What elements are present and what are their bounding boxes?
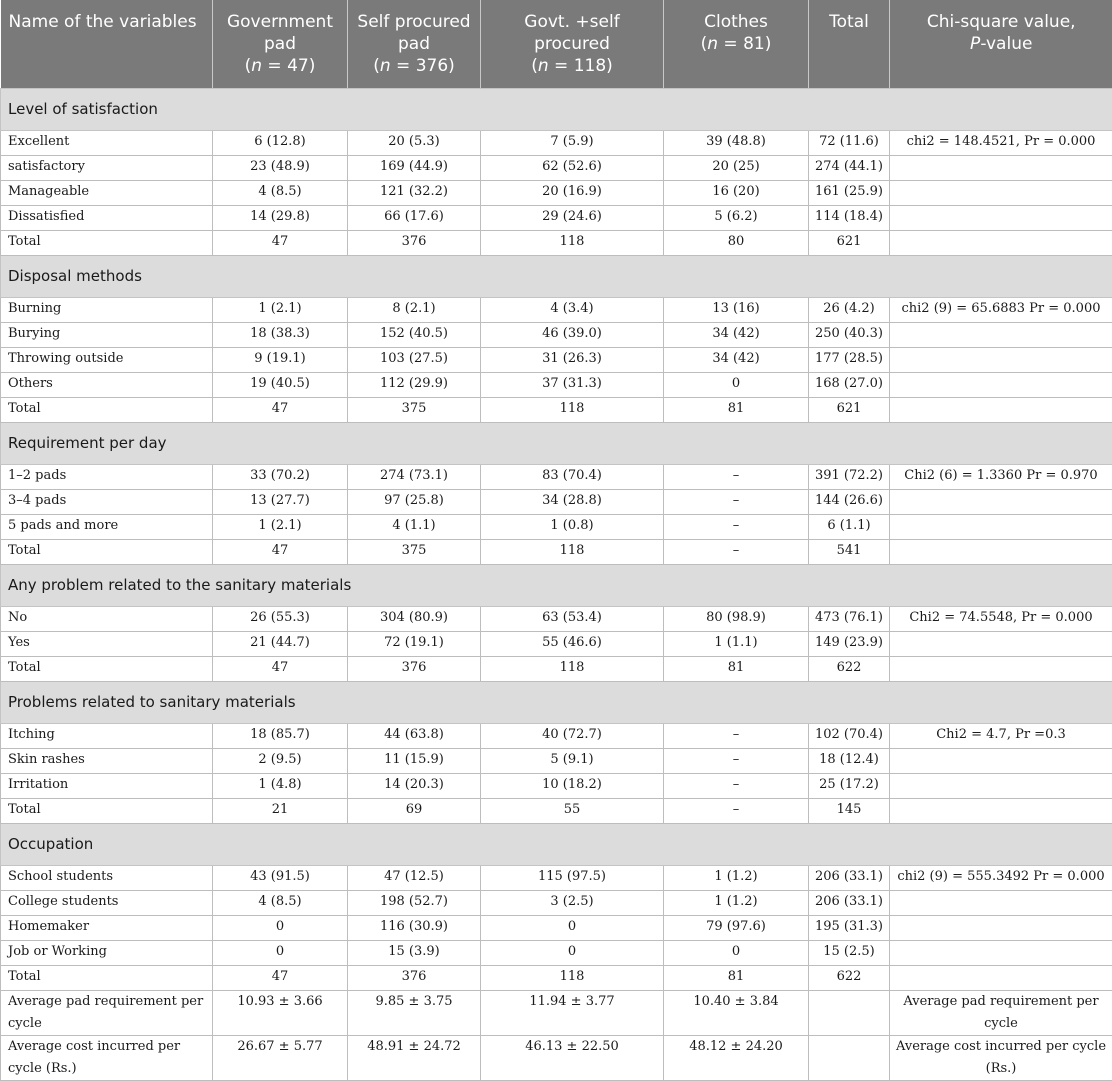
total-cell: 72 (11.6) (809, 130, 890, 155)
table-row (1, 915, 1112, 940)
variable-cell: Total (1, 539, 213, 564)
total-cell: 206 (33.1) (809, 865, 890, 890)
clothes-cell: – (664, 514, 809, 539)
govt-self-cell: 118 (481, 397, 664, 422)
clothes-cell: 81 (664, 656, 809, 681)
total-row (1, 539, 1112, 564)
section-header-row (1, 564, 1112, 606)
govt-self-cell: 4 (3.4) (481, 297, 664, 322)
chi-square-cell (890, 514, 1112, 539)
total-cell: 391 (72.2) (809, 464, 890, 489)
government-pad-cell: 23 (48.9) (213, 155, 348, 180)
total-cell (809, 990, 890, 1035)
clothes-cell: – (664, 489, 809, 514)
clothes-cell: – (664, 748, 809, 773)
table-row (1, 748, 1112, 773)
government-pad-cell: 9 (19.1) (213, 347, 348, 372)
self-procured-cell: 116 (30.9) (348, 915, 481, 940)
total-cell: 25 (17.2) (809, 773, 890, 798)
government-pad-cell: 47 (213, 656, 348, 681)
chi-square-cell (890, 940, 1112, 965)
chi-square-cell (890, 965, 1112, 990)
government-pad-cell: 1 (2.1) (213, 297, 348, 322)
chi-square-cell (890, 915, 1112, 940)
chi-square-cell (890, 656, 1112, 681)
header-government-pad: Government pad (n = 47) (213, 0, 348, 88)
table-row (1, 372, 1112, 397)
govt-self-cell: 40 (72.7) (481, 723, 664, 748)
clothes-cell: 1 (1.2) (664, 865, 809, 890)
chi-square-cell (890, 890, 1112, 915)
chi-square-cell (890, 372, 1112, 397)
variable-cell: Itching (1, 723, 213, 748)
govt-self-cell: 63 (53.4) (481, 606, 664, 631)
variable-cell: Total (1, 397, 213, 422)
self-procured-cell: 121 (32.2) (348, 180, 481, 205)
government-pad-cell: 21 (213, 798, 348, 823)
chi-square-cell (890, 539, 1112, 564)
table-row (1, 514, 1112, 539)
government-pad-cell: 0 (213, 940, 348, 965)
table-row (1, 180, 1112, 205)
variable-cell: Total (1, 965, 213, 990)
table-row (1, 723, 1112, 748)
chi-square-cell (890, 798, 1112, 823)
table-row (1, 890, 1112, 915)
clothes-cell: 1 (1.2) (664, 890, 809, 915)
government-pad-cell: 47 (213, 965, 348, 990)
government-pad-cell: 47 (213, 397, 348, 422)
table-row (1, 464, 1112, 489)
variable-cell: Skin rashes (1, 748, 213, 773)
self-procured-cell: 376 (348, 656, 481, 681)
chi-square-cell (890, 155, 1112, 180)
total-cell: 621 (809, 230, 890, 255)
section-header-row (1, 422, 1112, 464)
clothes-cell: 0 (664, 372, 809, 397)
variable-cell: 1–2 pads (1, 464, 213, 489)
clothes-cell: 1 (1.1) (664, 631, 809, 656)
govt-self-cell: 0 (481, 915, 664, 940)
govt-self-cell: 118 (481, 539, 664, 564)
self-procured-cell: 66 (17.6) (348, 205, 481, 230)
clothes-cell: 5 (6.2) (664, 205, 809, 230)
government-pad-cell: 2 (9.5) (213, 748, 348, 773)
chi-square-cell (890, 631, 1112, 656)
government-pad-cell: 14 (29.8) (213, 205, 348, 230)
section-title: Disposal methods (1, 255, 1112, 297)
table-row (1, 347, 1112, 372)
variable-cell: Burying (1, 322, 213, 347)
variable-cell: 5 pads and more (1, 514, 213, 539)
chi-square-cell: Chi2 (6) = 1.3360 Pr = 0.970 (890, 464, 1112, 489)
variable-cell: Average pad requirement per cycle (1, 990, 213, 1035)
govt-self-cell: 31 (26.3) (481, 347, 664, 372)
government-pad-cell: 4 (8.5) (213, 180, 348, 205)
variable-cell: Burning (1, 297, 213, 322)
header-clothes: Clothes (n = 81) (664, 0, 809, 88)
chi-square-cell (890, 230, 1112, 255)
header-govt-self-procured: Govt. +self procured (n = 118) (481, 0, 664, 88)
government-pad-cell: 26.67 ± 5.77 (213, 1035, 348, 1080)
total-cell: 15 (2.5) (809, 940, 890, 965)
clothes-cell: 81 (664, 397, 809, 422)
variable-cell: Yes (1, 631, 213, 656)
govt-self-cell: 62 (52.6) (481, 155, 664, 180)
government-pad-cell: 19 (40.5) (213, 372, 348, 397)
chi-square-cell (890, 180, 1112, 205)
self-procured-cell: 103 (27.5) (348, 347, 481, 372)
header-chi-square: Chi-square value, P-value (890, 0, 1112, 88)
government-pad-cell: 1 (4.8) (213, 773, 348, 798)
table-row (1, 322, 1112, 347)
govt-self-cell: 20 (16.9) (481, 180, 664, 205)
government-pad-cell: 1 (2.1) (213, 514, 348, 539)
chi-square-cell (890, 773, 1112, 798)
total-cell: 168 (27.0) (809, 372, 890, 397)
self-procured-cell: 11 (15.9) (348, 748, 481, 773)
total-cell: 26 (4.2) (809, 297, 890, 322)
section-header-row (1, 88, 1112, 130)
self-procured-cell: 97 (25.8) (348, 489, 481, 514)
header-row (1, 0, 1112, 88)
table-row (1, 606, 1112, 631)
total-cell: 144 (26.6) (809, 489, 890, 514)
total-cell: 622 (809, 656, 890, 681)
variable-cell: Total (1, 656, 213, 681)
government-pad-cell: 4 (8.5) (213, 890, 348, 915)
self-procured-cell: 376 (348, 965, 481, 990)
variable-cell: Homemaker (1, 915, 213, 940)
variable-cell: 3–4 pads (1, 489, 213, 514)
clothes-cell: 20 (25) (664, 155, 809, 180)
total-row (1, 397, 1112, 422)
govt-self-cell: 118 (481, 230, 664, 255)
self-procured-cell: 274 (73.1) (348, 464, 481, 489)
govt-self-cell: 118 (481, 656, 664, 681)
government-pad-cell: 0 (213, 915, 348, 940)
total-cell: 473 (76.1) (809, 606, 890, 631)
variable-cell: Dissatisfied (1, 205, 213, 230)
clothes-cell: 34 (42) (664, 347, 809, 372)
total-row (1, 656, 1112, 681)
govt-self-cell: 118 (481, 965, 664, 990)
header-variables: Name of the variables (1, 0, 213, 88)
total-cell: 18 (12.4) (809, 748, 890, 773)
variable-cell: Manageable (1, 180, 213, 205)
section-title: Occupation (1, 823, 1112, 865)
clothes-cell: – (664, 773, 809, 798)
self-procured-cell: 169 (44.9) (348, 155, 481, 180)
section-header-row (1, 681, 1112, 723)
chi-square-cell (890, 322, 1112, 347)
government-pad-cell: 6 (12.8) (213, 130, 348, 155)
govt-self-cell: 7 (5.9) (481, 130, 664, 155)
govt-self-cell: 55 (46.6) (481, 631, 664, 656)
total-row (1, 230, 1112, 255)
clothes-cell: – (664, 539, 809, 564)
self-procured-cell: 8 (2.1) (348, 297, 481, 322)
clothes-cell: – (664, 723, 809, 748)
table-row (1, 205, 1112, 230)
self-procured-cell: 47 (12.5) (348, 865, 481, 890)
clothes-cell: 79 (97.6) (664, 915, 809, 940)
govt-self-cell: 37 (31.3) (481, 372, 664, 397)
total-cell: 622 (809, 965, 890, 990)
header-self-procured-pad: Self procured pad (n = 376) (348, 0, 481, 88)
self-procured-cell: 376 (348, 230, 481, 255)
table-row (1, 297, 1112, 322)
total-cell (809, 1035, 890, 1080)
total-cell: 102 (70.4) (809, 723, 890, 748)
clothes-cell: 81 (664, 965, 809, 990)
chi-square-cell (890, 397, 1112, 422)
self-procured-cell: 72 (19.1) (348, 631, 481, 656)
self-procured-cell: 112 (29.9) (348, 372, 481, 397)
variable-cell: Job or Working (1, 940, 213, 965)
total-cell: 145 (809, 798, 890, 823)
table-row (1, 773, 1112, 798)
average-row (1, 990, 1112, 1035)
section-title: Requirement per day (1, 422, 1112, 464)
chi-square-cell: Chi2 = 4.7, Pr =0.3 (890, 723, 1112, 748)
table-row (1, 489, 1112, 514)
self-procured-cell: 198 (52.7) (348, 890, 481, 915)
variable-cell: Irritation (1, 773, 213, 798)
self-procured-cell: 375 (348, 539, 481, 564)
total-cell: 161 (25.9) (809, 180, 890, 205)
government-pad-cell: 47 (213, 230, 348, 255)
self-procured-cell: 20 (5.3) (348, 130, 481, 155)
total-cell: 149 (23.9) (809, 631, 890, 656)
section-header-row (1, 823, 1112, 865)
variable-cell: satisfactory (1, 155, 213, 180)
government-pad-cell: 13 (27.7) (213, 489, 348, 514)
table-row (1, 130, 1112, 155)
self-procured-cell: 69 (348, 798, 481, 823)
clothes-cell: – (664, 798, 809, 823)
chi-square-cell (890, 489, 1112, 514)
govt-self-cell: 55 (481, 798, 664, 823)
chi-square-cell (890, 205, 1112, 230)
section-header-row (1, 255, 1112, 297)
self-procured-cell: 9.85 ± 3.75 (348, 990, 481, 1035)
table-row (1, 631, 1112, 656)
govt-self-cell: 0 (481, 940, 664, 965)
clothes-cell: 0 (664, 940, 809, 965)
govt-self-cell: 34 (28.8) (481, 489, 664, 514)
variable-cell: Throwing outside (1, 347, 213, 372)
total-cell: 177 (28.5) (809, 347, 890, 372)
section-title: Any problem related to the sanitary materials (1, 564, 1112, 606)
government-pad-cell: 10.93 ± 3.66 (213, 990, 348, 1035)
government-pad-cell: 21 (44.7) (213, 631, 348, 656)
govt-self-cell: 11.94 ± 3.77 (481, 990, 664, 1035)
total-row (1, 798, 1112, 823)
total-cell: 6 (1.1) (809, 514, 890, 539)
govt-self-cell: 29 (24.6) (481, 205, 664, 230)
variable-cell: College students (1, 890, 213, 915)
table-header (1, 0, 1112, 88)
govt-self-cell: 1 (0.8) (481, 514, 664, 539)
government-pad-cell: 33 (70.2) (213, 464, 348, 489)
govt-self-cell: 46.13 ± 22.50 (481, 1035, 664, 1080)
self-procured-cell: 44 (63.8) (348, 723, 481, 748)
self-procured-cell: 4 (1.1) (348, 514, 481, 539)
variable-cell: No (1, 606, 213, 631)
section-title: Level of satisfaction (1, 88, 1112, 130)
chi-square-cell: Chi2 = 74.5548, Pr = 0.000 (890, 606, 1112, 631)
clothes-cell: 39 (48.8) (664, 130, 809, 155)
self-procured-cell: 375 (348, 397, 481, 422)
govt-self-cell: 83 (70.4) (481, 464, 664, 489)
chi-square-cell: Average pad requirement per cycle (890, 990, 1112, 1035)
chi-square-cell: Average cost incurred per cycle (Rs.) (890, 1035, 1112, 1080)
government-pad-cell: 47 (213, 539, 348, 564)
variable-cell: Average cost incurred per cycle (Rs.) (1, 1035, 213, 1080)
chi-square-cell: chi2 (9) = 65.6883 Pr = 0.000 (890, 297, 1112, 322)
chi-square-cell: chi2 = 148.4521, Pr = 0.000 (890, 130, 1112, 155)
variable-cell: Total (1, 230, 213, 255)
variable-cell: School students (1, 865, 213, 890)
clothes-cell: 10.40 ± 3.84 (664, 990, 809, 1035)
total-cell: 195 (31.3) (809, 915, 890, 940)
self-procured-cell: 48.91 ± 24.72 (348, 1035, 481, 1080)
total-cell: 250 (40.3) (809, 322, 890, 347)
total-cell: 274 (44.1) (809, 155, 890, 180)
govt-self-cell: 10 (18.2) (481, 773, 664, 798)
self-procured-cell: 15 (3.9) (348, 940, 481, 965)
clothes-cell: – (664, 464, 809, 489)
total-cell: 206 (33.1) (809, 890, 890, 915)
average-row (1, 1035, 1112, 1080)
govt-self-cell: 46 (39.0) (481, 322, 664, 347)
table-row (1, 940, 1112, 965)
govt-self-cell: 5 (9.1) (481, 748, 664, 773)
self-procured-cell: 304 (80.9) (348, 606, 481, 631)
clothes-cell: 13 (16) (664, 297, 809, 322)
variable-cell: Others (1, 372, 213, 397)
government-pad-cell: 43 (91.5) (213, 865, 348, 890)
table-row (1, 865, 1112, 890)
total-row (1, 965, 1112, 990)
total-cell: 114 (18.4) (809, 205, 890, 230)
header-total: Total (809, 0, 890, 88)
table-body (1, 88, 1112, 1080)
total-cell: 541 (809, 539, 890, 564)
chi-square-cell: chi2 (9) = 555.3492 Pr = 0.000 (890, 865, 1112, 890)
chi-square-cell (890, 347, 1112, 372)
clothes-cell: 48.12 ± 24.20 (664, 1035, 809, 1080)
section-title: Problems related to sanitary materials (1, 681, 1112, 723)
government-pad-cell: 18 (85.7) (213, 723, 348, 748)
clothes-cell: 80 (664, 230, 809, 255)
chi-square-cell (890, 748, 1112, 773)
clothes-cell: 34 (42) (664, 322, 809, 347)
govt-self-cell: 115 (97.5) (481, 865, 664, 890)
self-procured-cell: 14 (20.3) (348, 773, 481, 798)
government-pad-cell: 26 (55.3) (213, 606, 348, 631)
variable-cell: Total (1, 798, 213, 823)
total-cell: 621 (809, 397, 890, 422)
self-procured-cell: 152 (40.5) (348, 322, 481, 347)
table-row (1, 155, 1112, 180)
variable-cell: Excellent (1, 130, 213, 155)
government-pad-cell: 18 (38.3) (213, 322, 348, 347)
clothes-cell: 80 (98.9) (664, 606, 809, 631)
clothes-cell: 16 (20) (664, 180, 809, 205)
govt-self-cell: 3 (2.5) (481, 890, 664, 915)
